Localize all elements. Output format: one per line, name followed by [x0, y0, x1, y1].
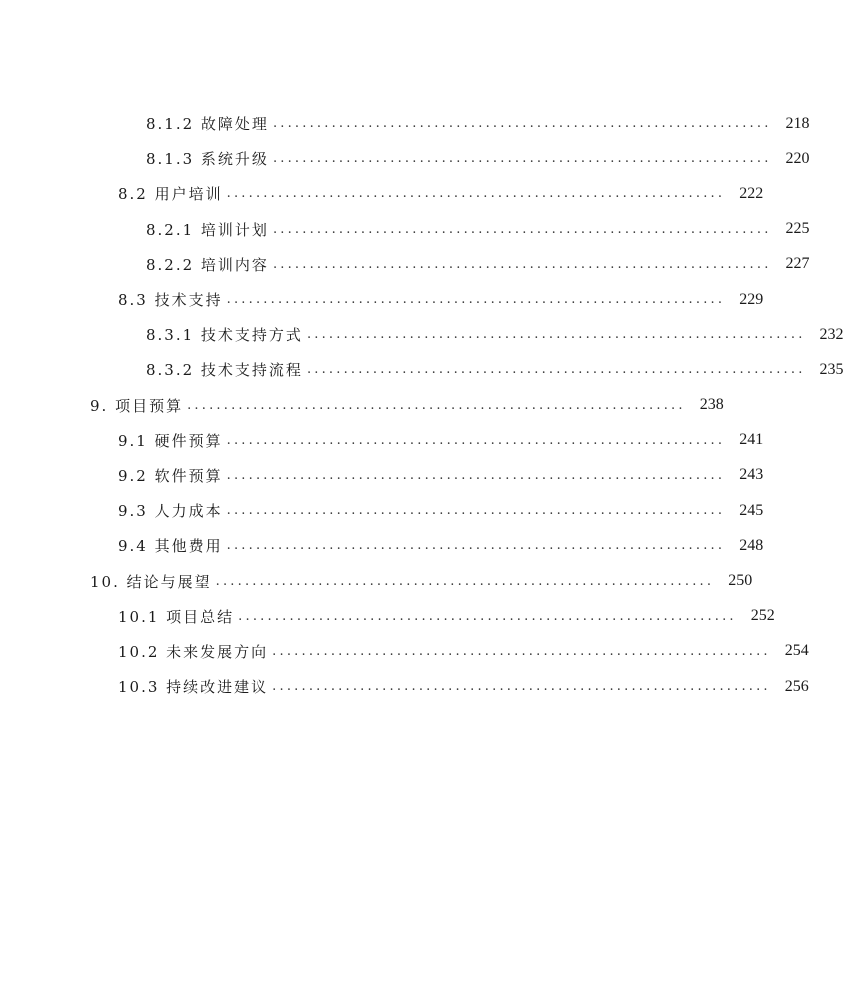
toc-entry[interactable]: [0, 528, 765, 563]
dot-leader: ....................................................................: [226, 538, 726, 554]
toc-entry[interactable]: [0, 282, 765, 317]
dot-leader: ....................................................................: [272, 116, 772, 132]
toc-entry-page: 238: [699, 396, 724, 414]
toc-entry-title: 8.1.2 故障处理: [146, 115, 269, 134]
toc-entry-title: 8.3.2 技术支持流程: [146, 361, 303, 380]
dot-leader: ....................................................................: [226, 467, 726, 483]
dot-leader: ....................................................................: [226, 503, 726, 519]
dot-leader: ....................................................................: [226, 432, 726, 448]
toc-entry-title: 10.3 持续改进建议: [118, 678, 269, 697]
dot-leader: ....................................................................: [306, 327, 806, 343]
toc-entry[interactable]: [0, 669, 809, 704]
toc-entry[interactable]: [0, 423, 765, 458]
dot-leader: ....................................................................: [187, 397, 686, 413]
table-of-contents: [0, 106, 844, 704]
dot-leader: ....................................................................: [272, 151, 772, 167]
toc-entry-page: 248: [739, 536, 764, 554]
toc-entry-title: 10.2 未来发展方向: [118, 642, 269, 661]
toc-entry-title: 8.2.1 培训计划: [146, 220, 269, 239]
toc-entry[interactable]: [0, 212, 810, 247]
toc-entry-page: 222: [739, 184, 764, 202]
toc-entry-title: 9. 项目预算: [90, 396, 184, 415]
toc-entry[interactable]: [0, 176, 765, 211]
toc-entry-page: 229: [739, 290, 764, 308]
dot-leader: ....................................................................: [306, 362, 806, 378]
toc-entry-page: 232: [819, 325, 844, 343]
toc-entry-title: 10.1 项目总结: [118, 607, 235, 626]
toc-entry[interactable]: [0, 247, 810, 282]
toc-entry-page: 235: [819, 360, 844, 378]
toc-entry[interactable]: [0, 106, 810, 141]
toc-entry-page: 245: [739, 501, 764, 519]
toc-entry[interactable]: [0, 141, 810, 176]
toc-entry[interactable]: [0, 352, 844, 387]
dot-leader: ....................................................................: [238, 608, 737, 624]
toc-entry[interactable]: [0, 634, 809, 669]
dot-leader: ....................................................................: [226, 186, 726, 202]
toc-entry[interactable]: [0, 388, 765, 423]
toc-entry-title: 8.1.3 系统升级: [146, 150, 269, 169]
toc-entry-page: 256: [784, 677, 809, 695]
toc-entry-title: 9.2 软件预算: [118, 466, 223, 485]
toc-entry-title: 9.1 硬件预算: [118, 431, 223, 450]
toc-entry-title: 8.3.1 技术支持方式: [146, 326, 303, 345]
dot-leader: ....................................................................: [272, 643, 771, 659]
dot-leader: ....................................................................: [272, 256, 772, 272]
toc-entry[interactable]: [0, 563, 765, 598]
toc-entry-page: 225: [785, 220, 810, 238]
toc-entry-page: 227: [785, 255, 810, 273]
toc-entry-page: 254: [784, 642, 809, 660]
dot-leader: ....................................................................: [215, 573, 715, 589]
toc-entry-title: 8.2.2 培训内容: [146, 255, 269, 274]
dot-leader: ....................................................................: [272, 679, 771, 695]
toc-entry-page: 241: [739, 431, 764, 449]
toc-entry[interactable]: [0, 493, 765, 528]
toc-entry-title: 8.3 技术支持: [118, 291, 223, 310]
toc-entry[interactable]: [0, 317, 844, 352]
dot-leader: ....................................................................: [272, 221, 772, 237]
toc-entry-title: 9.4 其他费用: [118, 537, 223, 556]
toc-entry-page: 243: [739, 466, 764, 484]
toc-entry-title: 9.3 人力成本: [118, 502, 223, 521]
toc-entry[interactable]: [0, 458, 765, 493]
toc-entry-page: 252: [750, 607, 775, 625]
toc-entry-page: 220: [785, 149, 810, 167]
toc-entry-title: 8.2 用户培训: [118, 185, 223, 204]
toc-entry[interactable]: [0, 599, 775, 634]
toc-entry-page: 250: [728, 572, 753, 590]
dot-leader: ....................................................................: [226, 292, 726, 308]
toc-entry-title: 10. 结论与展望: [90, 572, 212, 591]
toc-entry-page: 218: [785, 114, 810, 132]
